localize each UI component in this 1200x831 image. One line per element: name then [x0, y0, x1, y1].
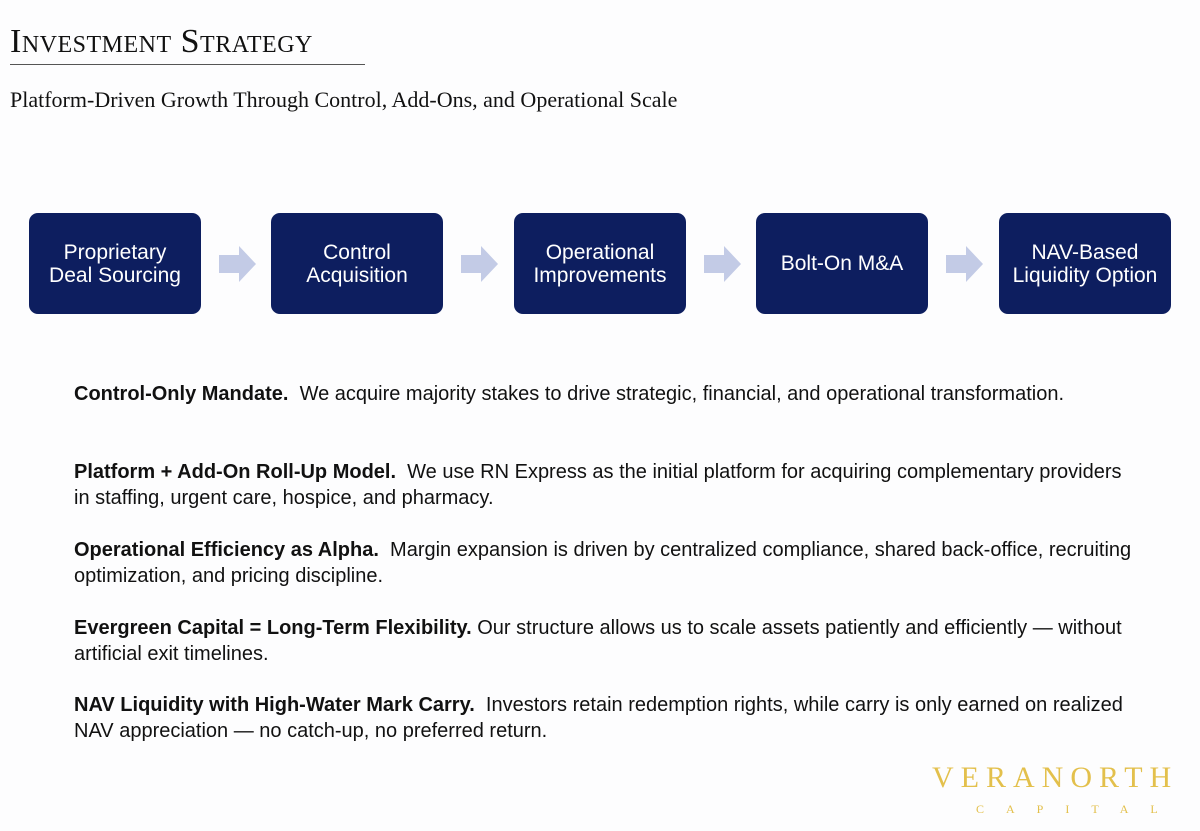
- flow-step-operational-improvements: Operational Improvements: [514, 213, 686, 314]
- point-text: Margin expansion is driven by centralized compliance, shared back-office, recruiting optimization, and pricing discipline.: [74, 539, 1132, 587]
- flow-step-deal-sourcing: Proprietary Deal Sourcing: [29, 213, 201, 314]
- strategy-point: [74, 459, 1134, 511]
- strategy-point: [74, 537, 1134, 589]
- point-heading: Evergreen Capital = Long-Term Flexibility.: [74, 617, 472, 639]
- point-heading: Control-Only Mandate.: [74, 383, 289, 405]
- page-title: Investment Strategy: [10, 23, 313, 60]
- strategy-point: [74, 381, 1134, 407]
- page-subtitle: Platform-Driven Growth Through Control, Add-Ons, and Operational Scale: [10, 87, 678, 112]
- flow-step-bolt-on-ma: Bolt-On M&A: [756, 213, 928, 314]
- strategy-flow: [29, 213, 1171, 314]
- right-arrow-icon: [704, 245, 742, 283]
- strategy-point: [74, 615, 1134, 667]
- company-logo-tagline: CAPITAL: [976, 802, 1180, 816]
- right-arrow-icon: [219, 245, 257, 283]
- flow-step-control-acquisition: Control Acquisition: [271, 213, 443, 314]
- strategy-point: [74, 692, 1134, 744]
- title-underline: [10, 64, 365, 65]
- point-text: Investors retain redemption rights, while carry is only earned on realized NAV appreciation — no catch-up, no preferred return.: [74, 694, 1123, 742]
- flow-step-nav-liquidity: NAV-Based Liquidity Option: [999, 213, 1171, 314]
- point-text: We use RN Express as the initial platform for acquiring complementary providers in staffing, urgent care, hospice, and pharmacy.: [74, 461, 1122, 509]
- point-text: We acquire majority stakes to drive strategic, financial, and operational transformation.: [299, 383, 1065, 405]
- point-text: Our structure allows us to scale assets patiently and efficiently — without artificial exit timelines.: [74, 617, 1122, 665]
- right-arrow-icon: [461, 245, 499, 283]
- point-heading: Operational Efficiency as Alpha.: [74, 539, 379, 561]
- company-logo-name: VERANORTH: [932, 761, 1179, 794]
- point-heading: Platform + Add-On Roll-Up Model.: [74, 461, 397, 483]
- right-arrow-icon: [946, 245, 984, 283]
- point-heading: NAV Liquidity with High-Water Mark Carry.: [74, 694, 475, 716]
